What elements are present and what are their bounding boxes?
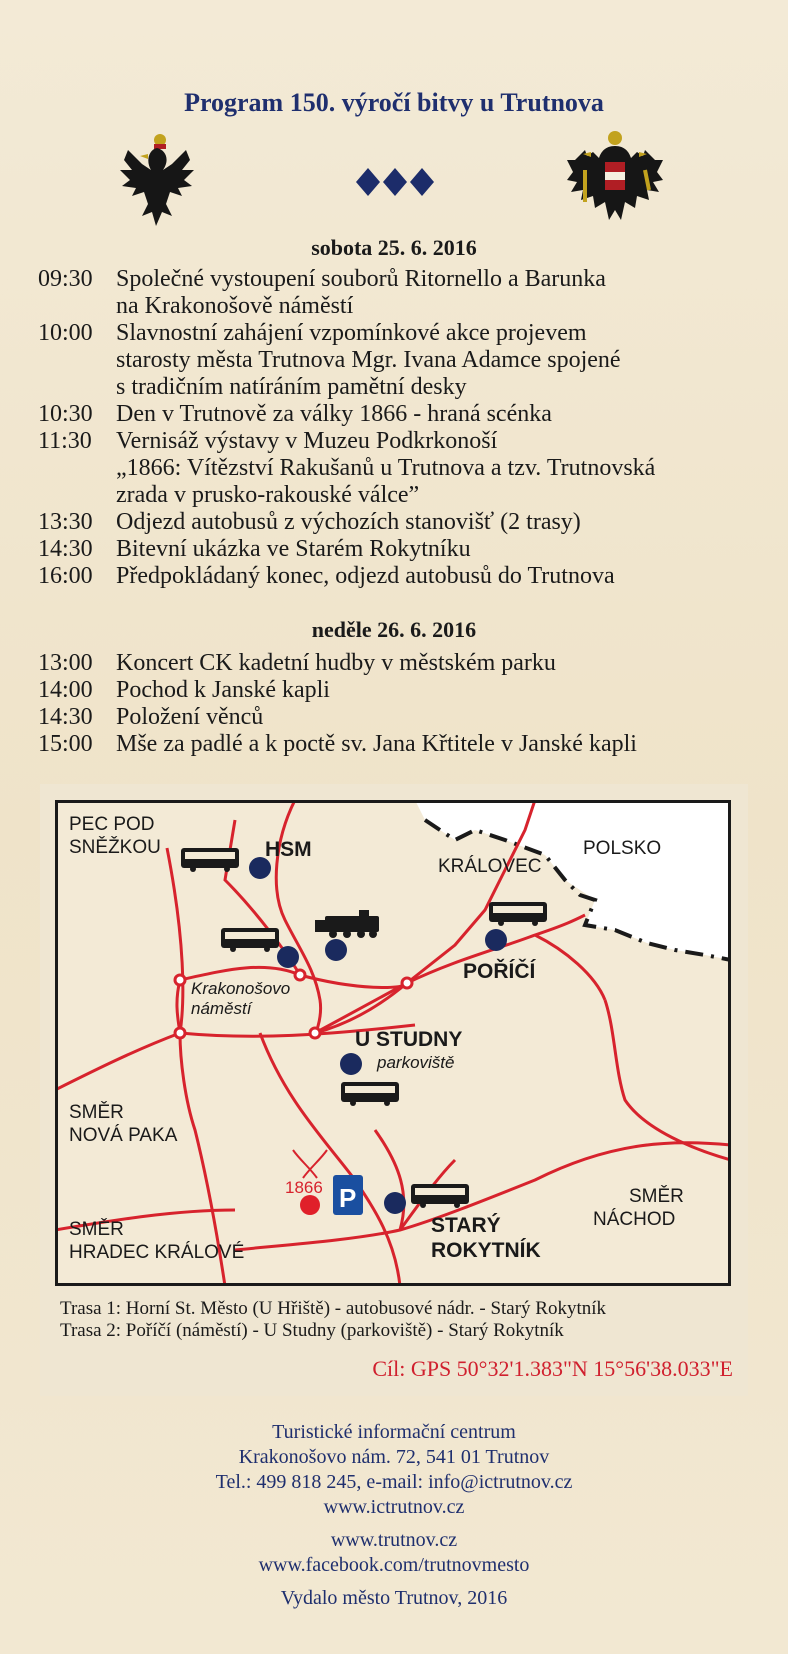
- schedule-description: Koncert CK kadetní hudby v městském parku: [116, 650, 556, 676]
- schedule-row: [38, 731, 778, 758]
- schedule-time: 15:00: [38, 731, 93, 757]
- route-1-text: Trasa 1: Horní St. Město (U Hřiště) - autobusové nádr. - Starý Rokytník: [60, 1298, 607, 1319]
- schedule-row: [38, 650, 778, 677]
- battle-marker: [300, 1195, 320, 1215]
- label-parking: P: [339, 1183, 357, 1213]
- label-u-studny: U STUDNY: [355, 1028, 463, 1051]
- label-pec-line1: PEC POD: [69, 814, 155, 835]
- schedule-description: Předpokládaný konec, odjezd autobusů do Trutnova: [116, 563, 615, 589]
- austrian-eagle-emblem: [565, 130, 665, 230]
- label-krakonosovo-line1: Krakonošovo: [191, 979, 291, 998]
- schedule-description: Mše za padlé a k poctě sv. Jana Křtitele v Janské kapli: [116, 731, 637, 757]
- footer-contact: Tel.: 499 818 245, e-mail: info@ictrutnov.cz: [215, 1471, 573, 1493]
- schedule-description: Vernisáž výstavy v Muzeu Podkrkonoší „1866: Vítězství Rakušanů u Trutnova a tzv. Trutnovská zrada v prusko-rakouské válce”: [116, 428, 656, 508]
- stop-u-studny: [340, 1053, 362, 1075]
- route-2-text: Trasa 2: Poříčí (náměstí) - U Studny (parkoviště) - Starý Rokytník: [60, 1320, 564, 1341]
- stop-train: [325, 939, 347, 961]
- schedule-description: Pochod k Janské kapli: [116, 677, 330, 703]
- label-porici: POŘÍČÍ: [463, 960, 536, 983]
- schedule-time: 11:30: [38, 428, 92, 454]
- footer-link-facebook[interactable]: www.facebook.com/trutnovmesto: [258, 1554, 530, 1576]
- schedule-description: Bitevní ukázka ve Starém Rokytníku: [116, 536, 471, 562]
- sunday-heading: neděle 26. 6. 2016: [311, 617, 477, 642]
- schedule-description: Slavnostní zahájení vzpomínkové akce projevem starosty města Trutnova Mgr. Ivana Adamce spojené s tradičním natíráním pamětní desky: [116, 320, 621, 400]
- prussian-eagle-emblem: [118, 130, 196, 230]
- label-year: 1866: [285, 1178, 323, 1197]
- schedule-row: [38, 677, 778, 704]
- label-hsm: HSM: [265, 838, 312, 861]
- gps-coordinates: Cíl: GPS 50°32'1.383"N 15°56'38.033"E: [372, 1356, 733, 1381]
- label-stary-line2: ROKYTNÍK: [431, 1239, 541, 1262]
- schedule-description: Společné vystoupení souborů Ritornello a Barunka na Krakonošově náměstí: [116, 266, 606, 319]
- footer-info-center: Turistické informační centrum: [272, 1421, 516, 1443]
- schedule-time: 10:00: [38, 320, 93, 346]
- schedule-row: [38, 428, 778, 509]
- schedule-time: 10:30: [38, 401, 93, 427]
- footer-address: Krakonošovo nám. 72, 541 01 Trutnov: [238, 1446, 550, 1468]
- label-smer-hradec-line1: SMĚR: [69, 1219, 124, 1240]
- label-smer-nova-line1: SMĚR: [69, 1102, 124, 1123]
- label-polsko: POLSKO: [583, 838, 662, 859]
- schedule-row: [38, 266, 778, 320]
- label-parkoviste: parkoviště: [377, 1053, 455, 1072]
- schedule-time: 14:00: [38, 677, 93, 703]
- stop-porici: [485, 929, 507, 951]
- saturday-heading: sobota 25. 6. 2016: [311, 235, 477, 260]
- label-smer-hradec-line2: HRADEC KRÁLOVÉ: [69, 1242, 245, 1263]
- schedule-row: [38, 704, 778, 731]
- route-map: [55, 800, 731, 1286]
- footer-link-trutnov[interactable]: www.trutnov.cz: [330, 1529, 458, 1551]
- schedule-description: Položení věnců: [116, 704, 264, 730]
- schedule-time: 13:00: [38, 650, 93, 676]
- schedule-row: [38, 536, 778, 563]
- schedule-description: Odjezd autobusů z výchozích stanovišť (2 trasy): [116, 509, 581, 535]
- footer-link-ictrutnov[interactable]: www.ictrutnov.cz: [323, 1496, 465, 1518]
- sunday-schedule: [38, 650, 778, 758]
- schedule-description: Den v Trutnově za války 1866 - hraná scénka: [116, 401, 552, 427]
- footer-publisher: Vydalo město Trutnov, 2016: [280, 1587, 508, 1609]
- label-krakonosovo-line2: náměstí: [191, 999, 252, 1018]
- label-smer-nova-line2: NOVÁ PAKA: [69, 1125, 178, 1146]
- schedule-time: 14:30: [38, 536, 93, 562]
- schedule-row: [38, 320, 778, 401]
- schedule-time: 13:30: [38, 509, 93, 535]
- page-title: Program 150. výročí bitvy u Trutnova: [184, 88, 604, 117]
- schedule-time: 09:30: [38, 266, 93, 292]
- label-stary-line1: STARÝ: [431, 1214, 501, 1237]
- schedule-row: [38, 401, 778, 428]
- label-pec-line2: SNĚŽKOU: [69, 837, 161, 858]
- label-smer-nachod-line2: NÁCHOD: [593, 1209, 676, 1230]
- saturday-schedule: [38, 266, 778, 590]
- label-kralovec: KRÁLOVEC: [438, 856, 542, 877]
- schedule-time: 14:30: [38, 704, 93, 730]
- diamond-ornament: [355, 165, 435, 199]
- schedule-row: [38, 509, 778, 536]
- label-smer-nachod-line1: SMĚR: [629, 1186, 684, 1207]
- stop-krakonosovo: [277, 946, 299, 968]
- schedule-row: [38, 563, 778, 590]
- stop-stary-rokytnik: [384, 1192, 406, 1214]
- schedule-time: 16:00: [38, 563, 93, 589]
